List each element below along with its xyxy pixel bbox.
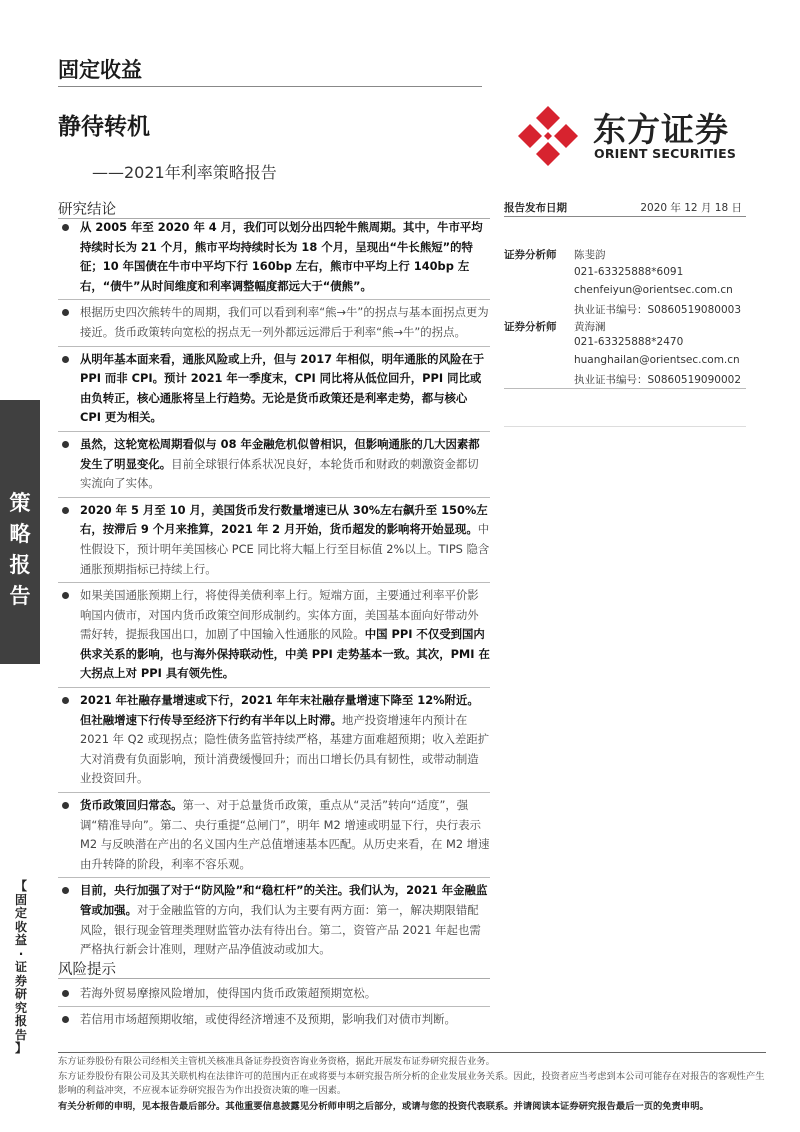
analyst-email[interactable]: chenfeiyun@orientsec.com.cn: [574, 284, 733, 296]
conclusions-list: [58, 218, 490, 960]
logo-english-name: ORIENT SECURITIES: [594, 146, 737, 161]
risk-item: [58, 984, 490, 1003]
analyst-license: 执业证书编号：S0860519080003: [574, 304, 742, 316]
item-divider: [58, 877, 490, 878]
item-divider: [58, 792, 490, 793]
conclusion-text: 第一、对于总量货币政策，重点从“灵活”转向“适度”，强调“精准导向”。第二、央行重提“总闸门”，明年 M2 增速或明显下行，央行表示 M2 与反映潜在产出的名义国内生产总值增速基本匹配。从历史来看，在 M2 增速由升转降的阶段，利率不容乐观。: [80, 798, 490, 871]
analyst-email[interactable]: huanghailan@orientsec.com.cn: [574, 354, 740, 366]
sidebar-char: 略: [9, 522, 31, 546]
conclusion-item: [58, 218, 490, 296]
sidebar-char: 报: [9, 553, 31, 577]
report-date-rule: [504, 216, 746, 217]
sidebar-vertical-char: 告: [14, 1027, 27, 1042]
conclusion-emphasis: 从明年基本面来看，通胀风险或上升，但与 2017 年相似，明年通胀的风险在于 PPI 而非 CPI。预计 2021 年一季度末，CPI 同比将从低位回升，PPI 同比或由负转正，核心通胀将呈上行趋势。无论是货币政策还是利率走势，都与核心 CPI 更为相关。: [80, 351, 485, 425]
bullet-icon: [62, 356, 69, 363]
conclusion-emphasis: 虽然，这轮宽松周期看似与 08 年金融危机似曾相识，但影响通胀的几大因素都发生了明显变化。: [80, 436, 480, 471]
report-info-bottom-rule-2: [504, 426, 746, 427]
bullet-icon: [62, 441, 69, 448]
bullet-icon: [62, 990, 69, 997]
logo-chinese-name: 东方证券: [593, 110, 729, 149]
sidebar-vertical-char: 研: [14, 987, 27, 1001]
report-subtitle: ——2021年利率策略报告: [92, 163, 277, 182]
conclusion-item: [58, 586, 490, 684]
sidebar-vertical-char: 】: [14, 1041, 27, 1055]
conclusion-emphasis: 目前，央行加强了对于“防风险”和“稳杠杆”的关注。我们认为，2021 年金融监管或加强。: [80, 883, 488, 917]
analyst-role: 证券分析师: [504, 321, 557, 333]
item-divider: [58, 582, 490, 583]
report-category: 固定收益: [58, 58, 142, 82]
report-title: 静待转机: [58, 114, 150, 140]
footer-qualification: 东方证券股份有限公司经相关主管机关核准具备证券投资咨询业务资格，据此开展发布证券研究报告业务。: [58, 1056, 495, 1067]
sidebar-vertical-char: 报: [14, 1014, 27, 1028]
conclusion-item: [58, 691, 490, 789]
footer-conflict-notice: 东方证券股份有限公司及其关联机构在法律许可的范围内正在或将要与本研究报告所分析的企业发展业务关系。因此，投资者应当考虑到本公司可能存在对报告的客观性产生影响的利益冲突，不应视本证券研究报告为作出投资决策的唯一因素。: [58, 1071, 765, 1096]
risk-text: 若海外贸易摩擦风险增加，使得国内货币政策超预期宽松。: [80, 986, 377, 1000]
bullet-icon: [62, 309, 69, 316]
section-rule-risks: [58, 978, 490, 979]
conclusion-item: [58, 350, 490, 428]
conclusion-text: 中性假设下，预计明年美国核心 PCE 同比将大幅上行至目标值 2%以上。TIPS 隐含通胀预期指标已持续上行。: [80, 522, 490, 576]
sidebar-vertical-label: [8, 880, 34, 1056]
conclusion-text: 地产投资增速年内预计在 2021 年 Q2 或现拐点；隐性债务监管持续严格，基建方面难超预期；收入差距扩大对消费有负面影响，预计消费缓慢回升；而出口增长仍具有韧性，或带动制造业投资回升。: [80, 712, 490, 786]
item-divider: [58, 299, 490, 300]
bullet-icon: [62, 507, 69, 514]
item-divider: [58, 431, 490, 432]
section-title-conclusions: 研究结论: [58, 202, 116, 218]
sidebar-report-type: [0, 488, 40, 612]
bullet-icon: [62, 592, 69, 599]
conclusion-text: 对于金融监管的方向，我们认为主要有两方面：第一，解决期限错配风险，银行现金管理类理财监管办法有待出台。第二，资管产品 2021 年起也需严格执行新会计准则，理财产品净值波动或加大。: [80, 903, 481, 957]
bullet-icon: [62, 224, 69, 231]
conclusion-text: 如果美国通胀预期上行，将使得美债利率上行。短端方面，主要通过利率平价影响国内债市，对国内货币政策空间形成制约。实体方面，美国基本面向好带动外需好转，提振我国出口，加剧了中国输入性通胀的风险。: [80, 588, 479, 642]
item-divider: [58, 1006, 490, 1007]
sidebar-vertical-char: 固: [14, 892, 27, 907]
sidebar-vertical-char: 【: [14, 879, 27, 893]
bullet-icon: [62, 697, 69, 704]
conclusion-emphasis: 2020 年 5 月至 10 月，美国货币发行数量增速已从 30%左右飙升至 150%左右，按滞后 9 个月来推算，2021 年 2 月开始，货币超发的影响将开始显现。: [80, 502, 488, 537]
risk-text: 若信用市场超预期收缩，或使得经济增速不及预期，影响我们对债市判断。: [80, 1012, 456, 1026]
conclusion-emphasis: 中国 PPI 不仅受到国内供求关系的影响，也与海外保持联动性，中美 PPI 走势基本一致。其次，PMI 在大拐点上对 PPI 具有领先性。: [80, 627, 490, 681]
header-rule: [58, 86, 482, 87]
conclusion-emphasis: 货币政策回归常态。: [80, 798, 183, 813]
conclusion-item: [58, 796, 490, 874]
conclusion-emphasis: 2021 年社融存量增速或下行，2021 年年末社融存量增速下降至 12%附近。但社融增速下行传导至经济下行约有半年以上时滞。: [80, 693, 479, 727]
bullet-icon: [62, 887, 69, 894]
analyst-name: 陈斐韵: [574, 249, 606, 261]
conclusion-item: [58, 303, 490, 342]
section-title-risks: 风险提示: [58, 962, 116, 978]
footer-disclaimer: 有关分析师的申明，见本报告最后部分。其他重要信息披露见分析师申明之后部分，或请与您的投资代表联系。并请阅读本证券研究报告最后一页的免责申明。: [58, 1101, 709, 1112]
conclusion-item: [58, 881, 490, 959]
sidebar-vertical-char: 定: [14, 906, 27, 920]
item-divider: [58, 497, 490, 498]
risks-list: [58, 984, 490, 1029]
analyst-phone: 021-63325888*2470: [574, 336, 684, 348]
sidebar-vertical-char: 券: [14, 973, 27, 988]
conclusion-text: 根据历史四次熊转牛的周期，我们可以看到利率“熊→牛”的拐点与基本面拐点更为接近。货币政策转向宽松的拐点无一列外都远远滞后于利率“熊→牛”的拐点。: [80, 305, 489, 339]
item-divider: [58, 346, 490, 347]
report-info-panel: [504, 198, 746, 388]
conclusion-emphasis: 从 2005 年至 2020 年 4 月，我们可以划分出四轮牛熊周期。其中，牛市平均持续时长为 21 个月，熊市平均持续时长为 18 个月，呈现出“牛长熊短”的特征；10 年国债在牛市中平均下行 160bp 左右，熊市中平均上行 140bp 左右，“债牛”从时间维度和利率调整幅度都远大于“债熊”。: [80, 220, 483, 293]
report-date-value: 2020 年 12 月 18 日: [640, 202, 742, 214]
footer-rule: [58, 1052, 766, 1053]
analyst-name: 黄海澜: [574, 321, 606, 333]
orient-securities-logo-icon: [516, 104, 580, 168]
conclusion-text: 目前全球银行体系状况良好，本轮货币和财政的刺激资金都切实流向了实体。: [80, 456, 479, 491]
report-info-bottom-rule: [504, 388, 746, 389]
risk-item: [58, 1010, 490, 1029]
analyst-license: 执业证书编号：S0860519090002: [574, 374, 742, 386]
item-divider: [58, 687, 490, 688]
sidebar-vertical-char: ·: [18, 946, 24, 961]
conclusion-item: [58, 435, 490, 494]
bullet-icon: [62, 802, 69, 809]
bullet-icon: [62, 1016, 69, 1023]
sidebar-vertical-char: 究: [14, 1000, 27, 1015]
sidebar-char: 告: [9, 584, 31, 608]
report-date-label: 报告发布日期: [504, 202, 567, 214]
conclusion-item: [58, 501, 490, 579]
sidebar-char: 策: [9, 491, 31, 515]
sidebar-vertical-char: 证: [14, 960, 27, 974]
sidebar-vertical-char: 收: [14, 919, 27, 934]
sidebar-vertical-char: 益: [14, 933, 27, 947]
analyst-role: 证券分析师: [504, 249, 557, 261]
analyst-phone: 021-63325888*6091: [574, 266, 684, 278]
